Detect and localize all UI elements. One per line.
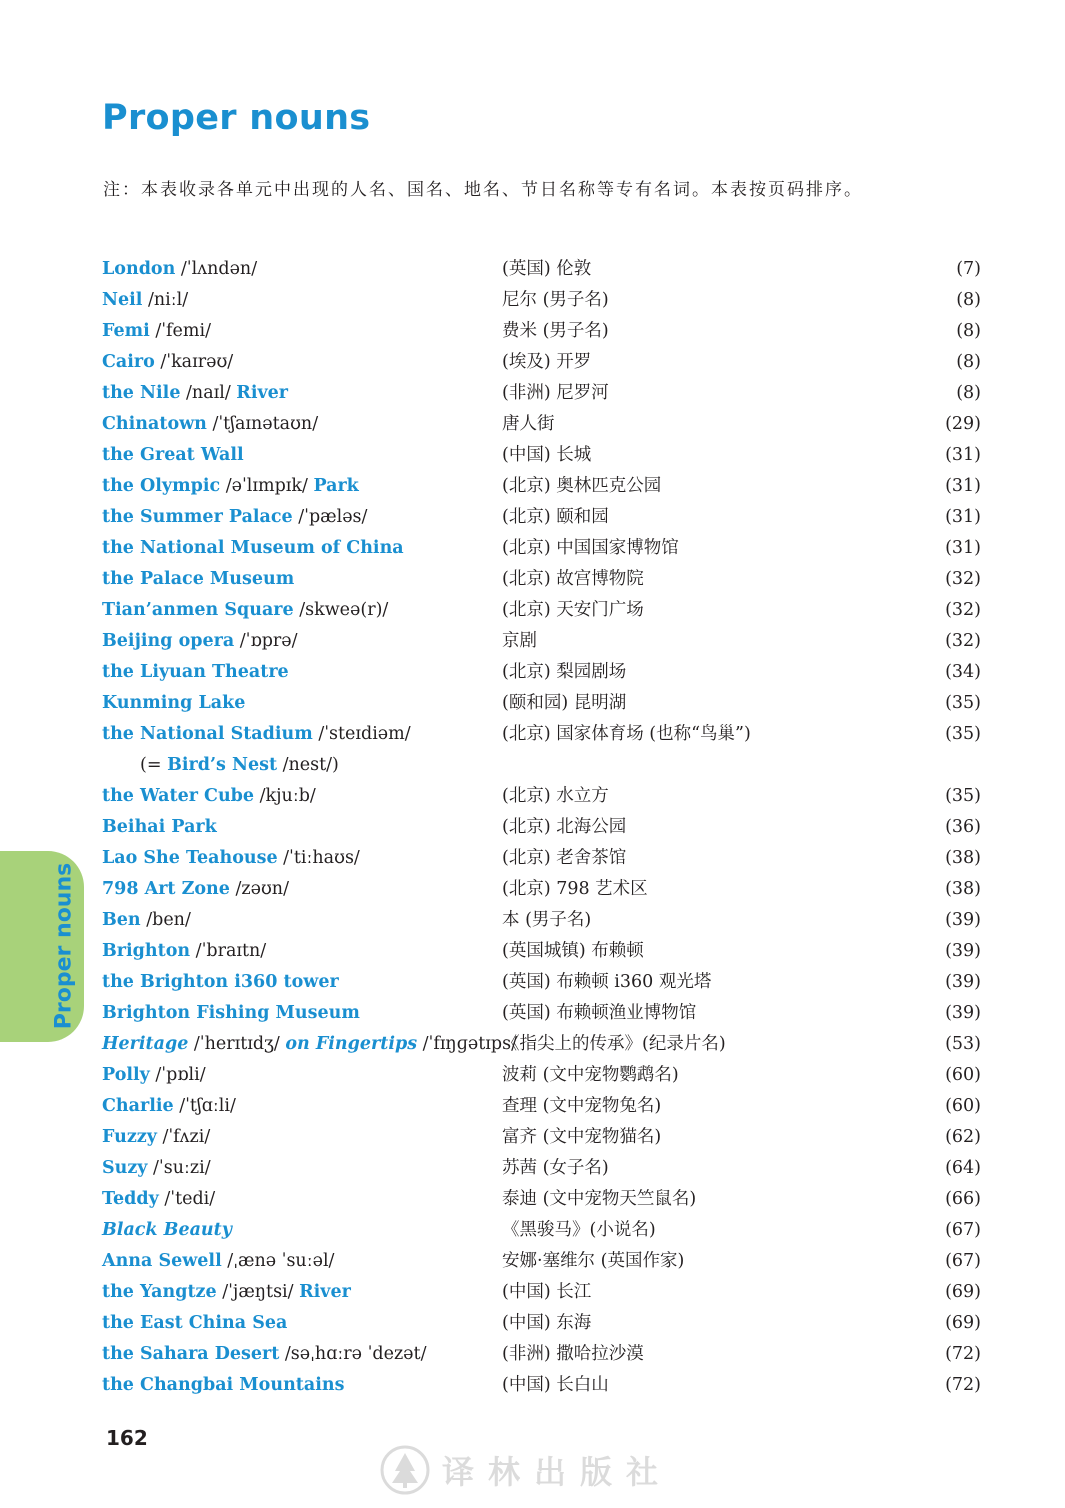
entry-term: the Yangtze xyxy=(102,1282,217,1302)
entry-phonetic: /ˈtʃaɪnətaʊn/ xyxy=(206,414,319,434)
entry-phonetic: /zəʊn/ xyxy=(229,879,289,899)
entry-page: (69) xyxy=(945,1313,981,1333)
entry-page: (29) xyxy=(945,414,981,434)
entry-page: (8) xyxy=(956,321,981,341)
list-item xyxy=(0,564,1065,594)
entry-chinese: (中国) 长江 xyxy=(502,1282,592,1302)
entry-term: the Changbai Mountains xyxy=(102,1375,345,1395)
entry-page: (62) xyxy=(945,1127,981,1147)
entry-english xyxy=(102,967,339,997)
list-item xyxy=(0,316,1065,346)
entry-term: Park xyxy=(313,476,359,496)
entry-term: Teddy xyxy=(102,1189,159,1209)
entry-english xyxy=(102,657,289,687)
entry-phonetic: /ˌænə ˈsuːəl/ xyxy=(221,1251,335,1271)
entry-page: (67) xyxy=(945,1220,981,1240)
entry-page: (36) xyxy=(945,817,981,837)
list-item xyxy=(0,657,1065,687)
entry-english xyxy=(102,1370,344,1400)
entry-english xyxy=(102,1153,211,1183)
entry-term: Tian’anmen Square xyxy=(102,600,294,620)
entry-page: (38) xyxy=(945,848,981,868)
entry-chinese: (英国) 伦敦 xyxy=(502,259,592,279)
entry-chinese: 安娜·塞维尔 (英国作家) xyxy=(502,1251,685,1271)
entry-chinese: (北京) 北海公园 xyxy=(502,817,627,837)
entry-term: the Great Wall xyxy=(102,445,244,465)
entry-english xyxy=(102,1091,236,1121)
entry-page: (72) xyxy=(945,1375,981,1395)
entry-term: Charlie xyxy=(102,1096,174,1116)
entry-page: (66) xyxy=(945,1189,981,1209)
entry-english xyxy=(102,1246,334,1276)
entry-chinese: 《黑骏马》(小说名) xyxy=(502,1220,656,1240)
entry-page: (31) xyxy=(945,538,981,558)
list-item xyxy=(0,595,1065,625)
entry-term: Anna Sewell xyxy=(102,1251,222,1271)
entry-page: (32) xyxy=(945,569,981,589)
entry-phonetic: /ˈjæŋtsi/ xyxy=(216,1282,300,1302)
watermark-text: 译林出版社 xyxy=(442,1453,673,1491)
entry-chinese: (北京) 奥林匹克公园 xyxy=(502,476,662,496)
entry-page: (31) xyxy=(945,445,981,465)
entry-term: the Sahara Desert xyxy=(102,1344,280,1364)
entry-chinese: 京剧 xyxy=(502,631,537,651)
entry-term: the Liyuan Theatre xyxy=(102,662,289,682)
entry-phonetic: /ˈpɒli/ xyxy=(149,1065,206,1085)
tree-logo-icon xyxy=(380,1445,430,1495)
entry-chinese: 尼尔 (男子名) xyxy=(502,290,609,310)
list-item xyxy=(0,1029,1065,1059)
entry-english xyxy=(102,1184,215,1214)
list-item xyxy=(0,626,1065,656)
entry-english xyxy=(102,998,360,1028)
entry-page: (35) xyxy=(945,693,981,713)
entry-page: (39) xyxy=(945,972,981,992)
entry-phonetic: /skweə(r)/ xyxy=(293,600,389,620)
entry-chinese: 富齐 (文中宠物猫名) xyxy=(502,1127,662,1147)
entry-english xyxy=(102,440,244,470)
entry-english xyxy=(102,378,288,408)
list-item xyxy=(0,1246,1065,1276)
entry-english xyxy=(102,502,367,532)
entry-chinese: (非洲) 尼罗河 xyxy=(502,383,609,403)
entry-chinese: 查理 (文中宠物兔名) xyxy=(502,1096,662,1116)
entry-english xyxy=(102,843,360,873)
entry-english xyxy=(102,1060,206,1090)
entry-chinese: (非洲) 撒哈拉沙漠 xyxy=(502,1344,644,1364)
entry-english xyxy=(102,1339,426,1369)
list-item xyxy=(0,1308,1065,1338)
entry-chinese: 波莉 (文中宠物鹦鹉名) xyxy=(502,1065,679,1085)
entry-page: (72) xyxy=(945,1344,981,1364)
list-item xyxy=(0,409,1065,439)
entry-english xyxy=(102,688,245,718)
entry-term: River xyxy=(236,383,289,403)
entry-term: London xyxy=(102,259,176,279)
entry-english xyxy=(102,254,257,284)
entry-page: (35) xyxy=(945,724,981,744)
list-item xyxy=(0,533,1065,563)
list-item xyxy=(0,378,1065,408)
entry-english xyxy=(102,905,191,935)
entry-phonetic: /kjuːb/ xyxy=(254,786,316,806)
list-item xyxy=(0,936,1065,966)
entry-term: the Water Cube xyxy=(102,786,255,806)
entry-term: Black Beauty xyxy=(102,1220,232,1240)
entry-term: the National Stadium xyxy=(102,724,313,744)
entry-chinese: (北京) 故宫博物院 xyxy=(502,569,644,589)
entry-term: Femi xyxy=(102,321,150,341)
entry-chinese: (英国) 布赖顿 i360 观光塔 xyxy=(502,972,712,992)
entry-english xyxy=(102,1122,210,1152)
entry-page: (60) xyxy=(945,1096,981,1116)
entry-english xyxy=(102,936,266,966)
list-item xyxy=(0,905,1065,935)
list-item xyxy=(0,750,1065,780)
list-item xyxy=(0,1277,1065,1307)
entry-phonetic: /ˈbraɪtn/ xyxy=(190,941,267,961)
list-item xyxy=(0,998,1065,1028)
entry-page: (39) xyxy=(945,941,981,961)
entry-chinese: (北京) 老舍茶馆 xyxy=(502,848,627,868)
entry-term: Polly xyxy=(102,1065,150,1085)
entry-term: the Palace Museum xyxy=(102,569,295,589)
entry-phonetic: /səˌhɑːrə ˈdezət/ xyxy=(279,1344,427,1364)
entry-english xyxy=(102,564,294,594)
list-item xyxy=(0,1122,1065,1152)
entry-phonetic: /ˈtedi/ xyxy=(158,1189,216,1209)
entry-english xyxy=(102,1029,517,1059)
entry-chinese: (北京) 798 艺术区 xyxy=(502,879,648,899)
entry-chinese: (中国) 长城 xyxy=(502,445,592,465)
entry-term: Suzy xyxy=(102,1158,148,1178)
entry-english xyxy=(102,533,404,563)
entry-chinese: (北京) 颐和园 xyxy=(502,507,609,527)
entry-term: the Brighton i360 tower xyxy=(102,972,339,992)
list-item xyxy=(0,688,1065,718)
entry-chinese: (中国) 长白山 xyxy=(502,1375,609,1395)
entry-page: (39) xyxy=(945,910,981,930)
entry-english xyxy=(102,874,289,904)
entry-page: (53) xyxy=(945,1034,981,1054)
entry-term: the Summer Palace xyxy=(102,507,293,527)
list-item xyxy=(0,471,1065,501)
entry-phonetic: /ˈtʃɑːli/ xyxy=(173,1096,236,1116)
list-item xyxy=(0,1060,1065,1090)
entry-term: Cairo xyxy=(102,352,155,372)
list-item xyxy=(0,254,1065,284)
entry-chinese: (英国城镇) 布赖顿 xyxy=(502,941,644,961)
entry-chinese: 苏茜 (女子名) xyxy=(502,1158,609,1178)
entry-term: on Fingertips xyxy=(285,1034,418,1054)
list-item xyxy=(0,1370,1065,1400)
entry-phonetic: /ˈfemi/ xyxy=(149,321,211,341)
entry-phonetic: /ˈherɪtɪdʒ/ xyxy=(188,1034,286,1054)
entry-chinese: 本 (男子名) xyxy=(502,910,592,930)
list-item xyxy=(0,967,1065,997)
entry-term: Brighton xyxy=(102,941,191,961)
list-item xyxy=(0,502,1065,532)
entry-english xyxy=(102,626,298,656)
entry-page: (38) xyxy=(945,879,981,899)
entry-chinese: 唐人街 xyxy=(502,414,555,434)
entry-phonetic: /əˈlɪmpɪk/ xyxy=(220,476,314,496)
list-item xyxy=(0,843,1065,873)
entry-phonetic: /niːl/ xyxy=(142,290,189,310)
entry-chinese: (北京) 国家体育场 (也称“鸟巢”) xyxy=(502,724,751,744)
entry-term: River xyxy=(299,1282,351,1302)
entry-phonetic: /ben/ xyxy=(140,910,191,930)
entry-page: (64) xyxy=(945,1158,981,1178)
entry-page: (31) xyxy=(945,476,981,496)
entry-english xyxy=(102,595,388,625)
entry-phonetic: /naɪl/ xyxy=(180,383,237,403)
list-item xyxy=(0,1153,1065,1183)
entry-phonetic: /ˈpæləs/ xyxy=(292,507,368,527)
entry-english xyxy=(102,316,211,346)
list-item xyxy=(0,1339,1065,1369)
entry-page: (60) xyxy=(945,1065,981,1085)
entry-page: (35) xyxy=(945,786,981,806)
entry-phonetic: (= xyxy=(140,755,168,775)
entry-english xyxy=(102,409,318,439)
entry-term: Bird’s Nest xyxy=(167,755,278,775)
entry-phonetic: /ˈsuːzi/ xyxy=(147,1158,211,1178)
entry-page: (31) xyxy=(945,507,981,527)
list-item xyxy=(0,719,1065,749)
page-title: Proper nouns xyxy=(102,98,371,138)
list-item xyxy=(0,1091,1065,1121)
intro-note: 注：本表收录各单元中出现的人名、国名、地名、节日名称等专有名词。本表按页码排序。 xyxy=(103,180,863,200)
entry-term: the Nile xyxy=(102,383,181,403)
entry-term: Beihai Park xyxy=(102,817,217,837)
entry-chinese: (中国) 东海 xyxy=(502,1313,592,1333)
list-item xyxy=(0,1184,1065,1214)
entry-phonetic: /ˈsteɪdiəm/ xyxy=(312,724,411,744)
entry-term: the Olympic xyxy=(102,476,221,496)
entry-phonetic: /ˈlʌndən/ xyxy=(175,259,258,279)
entry-phonetic: /ˈtiːhaʊs/ xyxy=(277,848,360,868)
entry-english xyxy=(102,1308,287,1338)
entry-english xyxy=(102,285,188,315)
list-item xyxy=(0,1215,1065,1245)
entry-term: 798 Art Zone xyxy=(102,879,230,899)
list-item xyxy=(0,285,1065,315)
entry-page: (32) xyxy=(945,600,981,620)
entry-phonetic: /ˈɒprə/ xyxy=(234,631,298,651)
entry-chinese: (北京) 水立方 xyxy=(502,786,609,806)
entry-english xyxy=(102,781,316,811)
entry-phonetic: /ˈfɪŋɡətɪps/ xyxy=(417,1034,517,1054)
entry-chinese: (北京) 梨园剧场 xyxy=(502,662,627,682)
entry-term: Neil xyxy=(102,290,143,310)
list-item xyxy=(0,440,1065,470)
entry-chinese: 泰迪 (文中宠物天竺鼠名) xyxy=(502,1189,697,1209)
entry-english xyxy=(102,347,233,377)
entry-chinese: 《指尖上的传承》(纪录片名) xyxy=(502,1034,726,1054)
entry-term: Lao She Teahouse xyxy=(102,848,278,868)
entry-page: (8) xyxy=(956,352,981,372)
entry-english xyxy=(102,1277,351,1307)
entry-phonetic: /nest/) xyxy=(277,755,339,775)
entry-english xyxy=(102,812,217,842)
entry-page: (8) xyxy=(956,383,981,403)
entry-term: Chinatown xyxy=(102,414,207,434)
list-item xyxy=(0,812,1065,842)
entry-page: (39) xyxy=(945,1003,981,1023)
entry-phonetic: /ˈkaɪrəʊ/ xyxy=(154,352,234,372)
entry-phonetic: /ˈfʌzi/ xyxy=(156,1127,211,1147)
entry-page: (69) xyxy=(945,1282,981,1302)
entry-term: Fuzzy xyxy=(102,1127,157,1147)
entry-chinese: (埃及) 开罗 xyxy=(502,352,592,372)
entry-page: (7) xyxy=(956,259,981,279)
entry-english xyxy=(102,1215,232,1245)
publisher-watermark xyxy=(380,1444,672,1496)
entry-term: Brighton Fishing Museum xyxy=(102,1003,360,1023)
list-item xyxy=(0,347,1065,377)
page-number: 162 xyxy=(106,1426,148,1450)
entry-term: the East China Sea xyxy=(102,1313,288,1333)
entry-english xyxy=(140,750,339,780)
entry-page: (8) xyxy=(956,290,981,310)
entry-term: Heritage xyxy=(102,1034,189,1054)
entry-term: Ben xyxy=(102,910,141,930)
entry-chinese: 费米 (男子名) xyxy=(502,321,609,341)
entry-english xyxy=(102,719,411,749)
entry-chinese: (北京) 中国国家博物馆 xyxy=(502,538,679,558)
entry-chinese: (英国) 布赖顿渔业博物馆 xyxy=(502,1003,697,1023)
entry-term: Kunming Lake xyxy=(102,693,246,713)
entry-chinese: (颐和园) 昆明湖 xyxy=(502,693,627,713)
entry-page: (34) xyxy=(945,662,981,682)
entry-page: (67) xyxy=(945,1251,981,1271)
entry-term: Beijing opera xyxy=(102,631,235,651)
entry-chinese: (北京) 天安门广场 xyxy=(502,600,644,620)
entry-term: the National Museum of China xyxy=(102,538,404,558)
list-item xyxy=(0,781,1065,811)
side-tab-label: Proper nouns xyxy=(51,862,77,1030)
entry-page: (32) xyxy=(945,631,981,651)
entry-english xyxy=(102,471,359,501)
list-item xyxy=(0,874,1065,904)
